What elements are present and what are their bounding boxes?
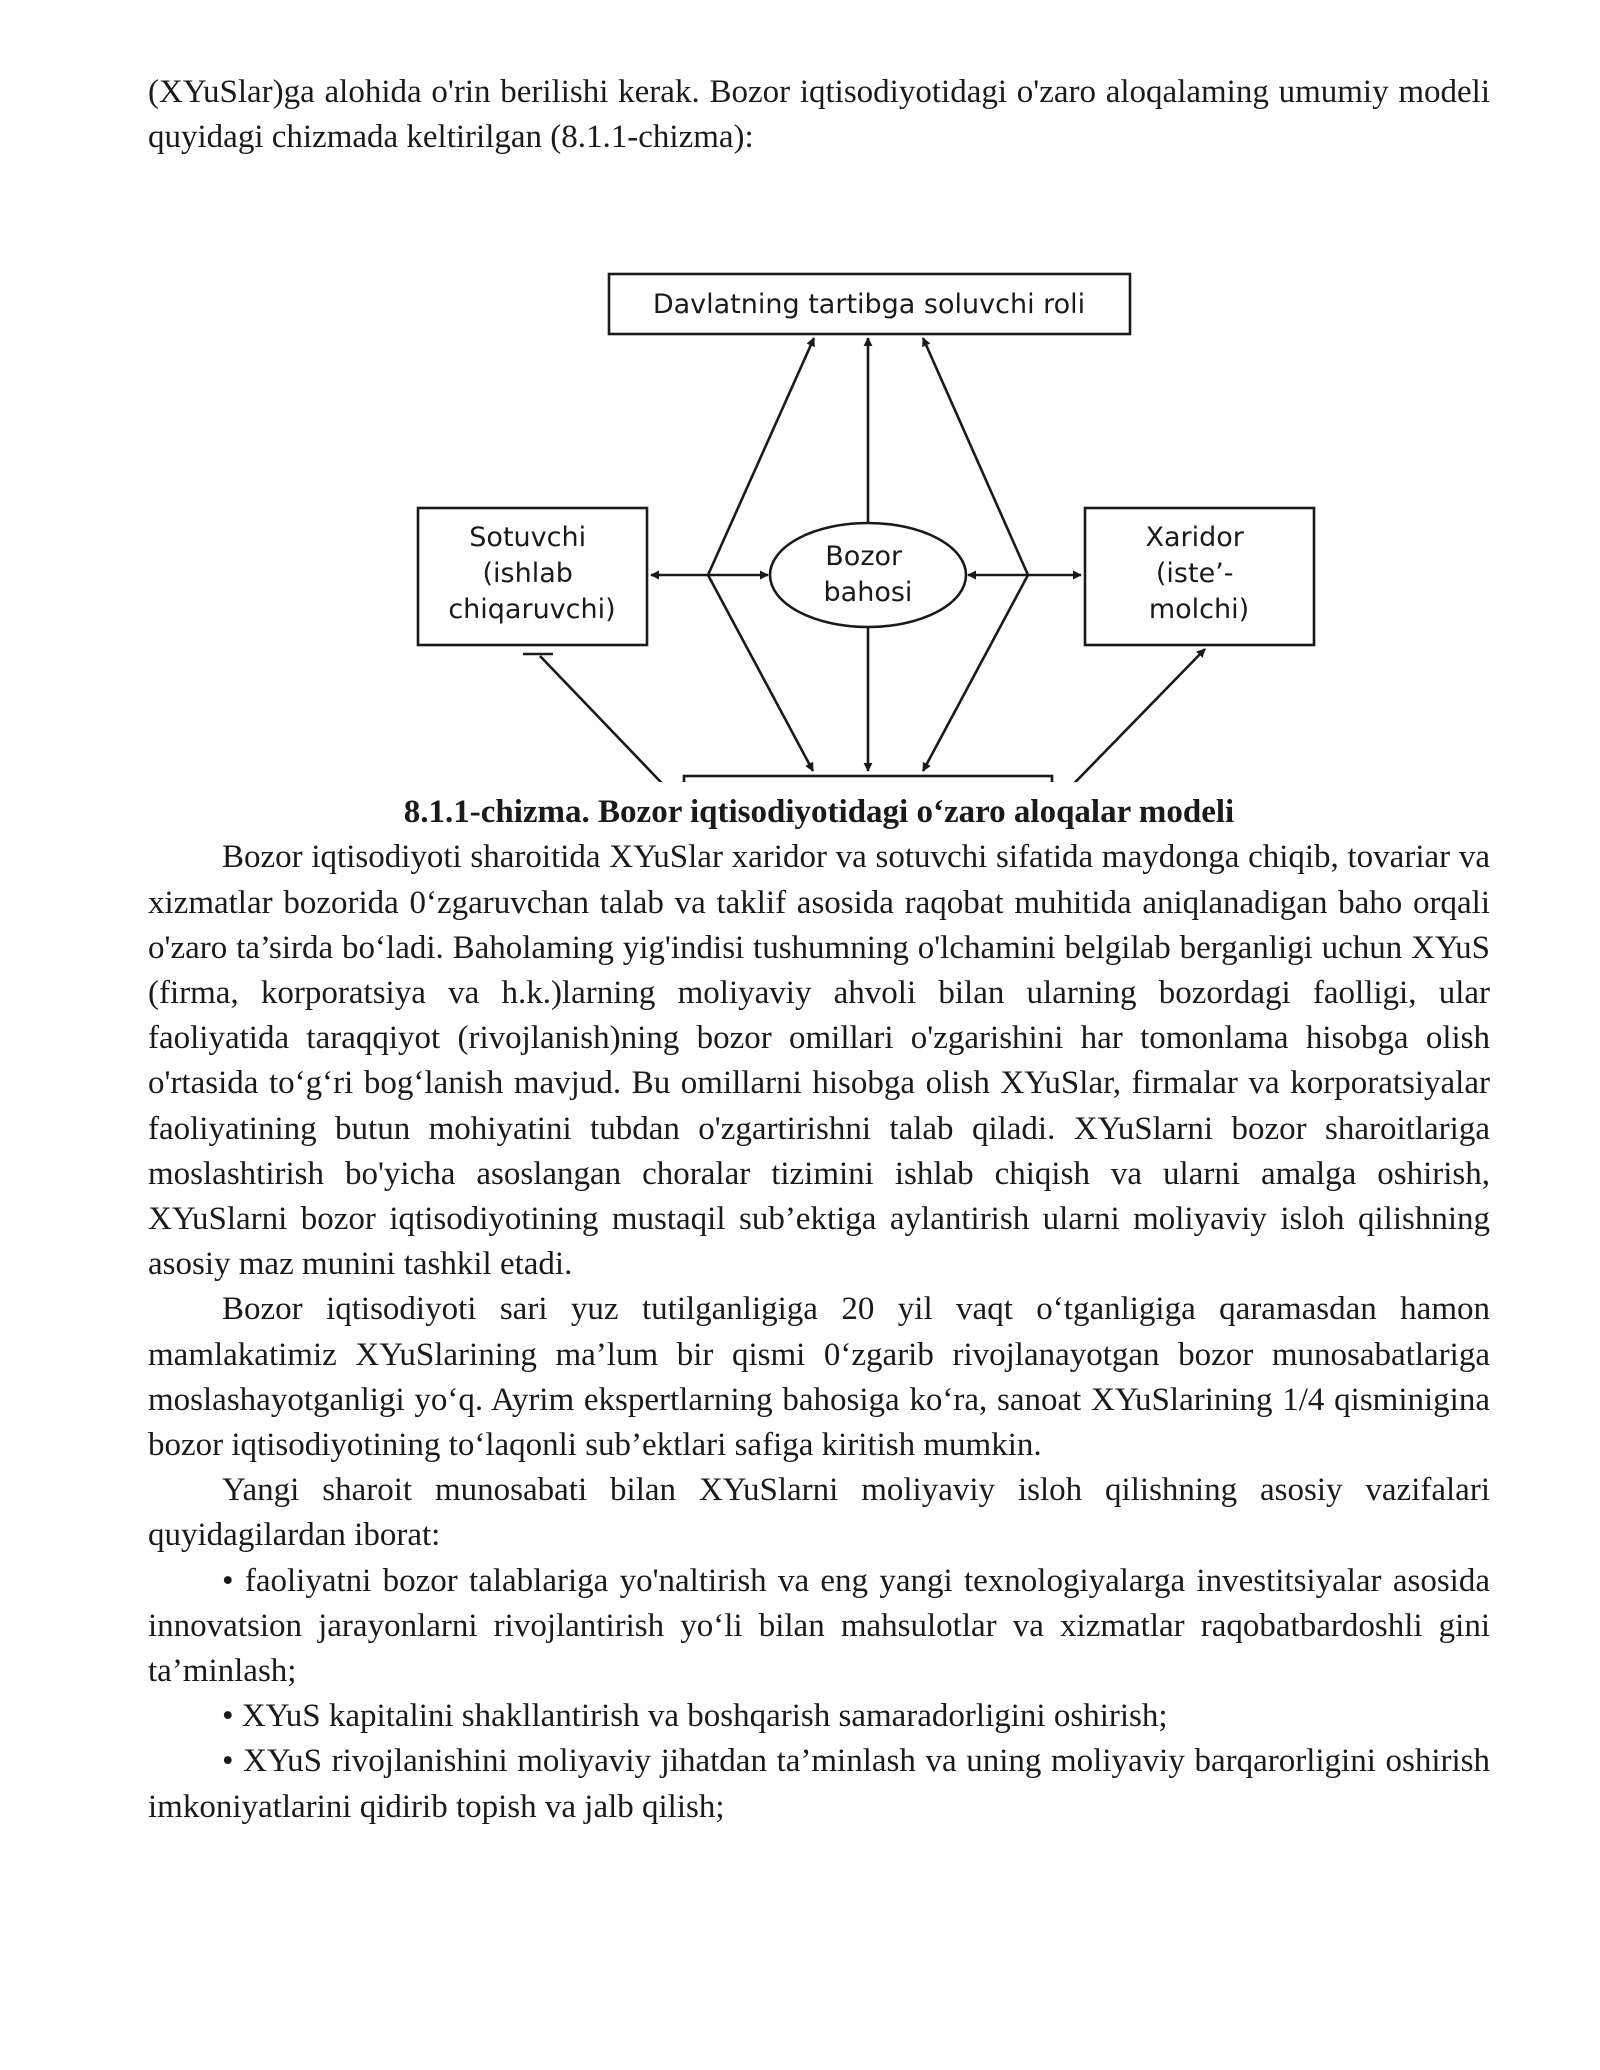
arrow-right-to-competition: [923, 575, 1028, 771]
body-paragraph-1: Bozor iqtisodiyoti sharoitida XYuSlar xaridor va sotuvchi sifatida maydonga chiqib, tovariar va xizmatlar bozorida 0‘zgaruvchan talab va taklif asosida raqobat muhitida aniqlanadigan baho orqali o'zaro ta’sirda bo‘ladi. Baholaming yig'indisi tushumning o'lchamini belgilab berganligi uchun XYuS (firma, korporatsiya va h.k.)larning moliyaviy ahvoli bilan ularning bozordagi faolligi, ular faoliyatida taraqqiyot (rivojlanish)ning bozor omillari o'zgarishini har tomonlama hisobga olish o'rtasida to‘g‘ri bog‘lanish mavjud. Bu omillarni hisobga olish XYuSlar, firmalar va korporatsiyalar faoliyatining butun mohiyatini tubdan o'zgartirishni talab qiladi. XYuSlarni bozor sharoitlariga moslashtirish bo'yicha asoslangan choralar tizimini ishlab chiqish va ularni amalga oshirish, XYuSlarni bozor iqtisodiyotining mustaqil sub’ektiga aylantirish ularni moliyaviy isloh qilishning asosiy maz munini tashkil etadi.: [148, 839, 1490, 1283]
document-page: [148, 70, 1490, 1830]
body-paragraph-2: Bozor iqtisodiyoti sari yuz tutilganligiga 20 yil vaqt o‘tganligiga qaramasdan hamon mamlakatimiz XYuSlarining ma’lum bir qismi 0‘zgarib rivojlanayotgan bozor munosabatlariga moslashayotganligi yo‘q. Ayrim ekspertlarning bahosiga ko‘ra, sanoat XYuSlarining 1/4 qisminigina bozor iqtisodiyotining to‘laqonli sub’ektlari safiga kiritish mumkin.: [148, 1291, 1490, 1464]
competition-box: [684, 776, 1052, 782]
figure-caption: 8.1.1-chizma. Bozor iqtisodiyotidagi o‘zaro aloqalar modeli: [403, 794, 1235, 831]
arrow-left-to-competition: [708, 575, 813, 771]
market-price-label: Bozor bahosi: [823, 541, 913, 609]
bullet-item-1: • faoliyatni bozor talablariga yo'naltirish va eng yangi texnologiyalarga investitsiyalar asosida innovatsion jarayonlarni rivojlantirish yo‘li bilan mahsulotlar va xizmatlar raqobatbardoshli gini ta’minlash;: [148, 1562, 1490, 1690]
bullet-item-3: • XYuS rivojlanishini moliyaviy jihatdan ta’minlash va uning moliyaviy barqarorligini oshirish imkoniyatlarini qidirib topish va jalb qilish;: [148, 1743, 1490, 1825]
body-paragraph-3: Yangi sharoit munosabati bilan XYuSlarni moliyaviy isloh qilishning asosiy vazifalari quyidagilardan iborat:: [148, 1472, 1490, 1554]
seller-label: Sotuvchi (ishlab chiqaruvchi): [448, 522, 616, 626]
state-role-label: Davlatning tartibga soluvchi roli: [652, 289, 1086, 321]
arrow-competition-to-buyer: [1054, 649, 1205, 782]
buyer-label: Xaridor (iste’- molchi): [1145, 522, 1250, 626]
interaction-model-diagram: [148, 160, 1490, 782]
market-price-ellipse: [770, 523, 966, 627]
arrow-seller-to-competition: [540, 656, 678, 782]
intro-paragraph: (XYuSlar)ga alohida o'rin berilishi kerak. Bozor iqtisodiyotidagi o'zaro aloqalaming umumiy modeli quyidagi chizmada keltirilgan (8.1.1-chizma):: [148, 74, 1490, 156]
bullet-item-2: • XYuS kapitalini shakllantirish va boshqarish samaradorligini oshirish;: [222, 1698, 1168, 1735]
diagram-canvas: [148, 160, 1490, 782]
